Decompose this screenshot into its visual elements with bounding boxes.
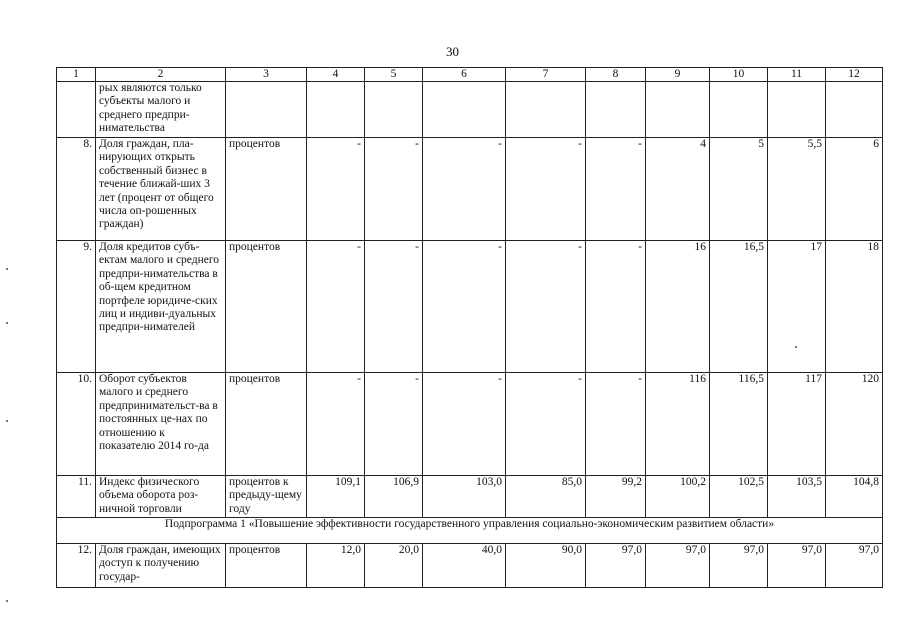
scan-speck [6,268,8,270]
value-cell: 5,5 [768,138,826,241]
row-number: 8. [57,138,96,241]
header-col-12: 12 [826,68,883,82]
row-number: 10. [57,373,96,476]
value-cell: 90,0 [506,544,586,588]
value-cell: - [423,138,506,241]
value-cell: 17 [768,241,826,373]
value-cell: - [586,241,646,373]
value-cell: 97,0 [826,544,883,588]
table-row [57,544,883,588]
row-number [57,82,96,138]
table-row [57,373,883,476]
value-cell: 100,2 [646,476,710,518]
header-col-8: 8 [586,68,646,82]
value-cell: 120 [826,373,883,476]
value-cell: 5 [710,138,768,241]
value-cell: - [586,373,646,476]
value-cell: 97,0 [646,544,710,588]
header-col-1: 1 [57,68,96,82]
value-cell [826,82,883,138]
value-cell [586,82,646,138]
header-col-5: 5 [365,68,423,82]
value-cell: 16 [646,241,710,373]
subprogram-row [57,518,883,544]
value-cell: 6 [826,138,883,241]
table-row [57,82,883,138]
scan-speck [6,322,8,324]
indicator-name: Доля граждан, имеющих доступ к получению государ- [96,544,226,588]
value-cell: 102,5 [710,476,768,518]
value-cell: 116 [646,373,710,476]
value-cell: 104,8 [826,476,883,518]
unit-cell: процентов [226,544,307,588]
value-cell: - [365,241,423,373]
table-row [57,138,883,241]
value-cell: 99,2 [586,476,646,518]
value-cell: 116,5 [710,373,768,476]
value-cell: 103,5 [768,476,826,518]
header-col-4: 4 [307,68,365,82]
header-col-3: 3 [226,68,307,82]
indicator-name: Доля граждан, пла-нирующих открыть собственный бизнес в течение ближай-ших 3 лет (процент от общего числа оп-рошенных граждан) [96,138,226,241]
indicators-table [56,67,883,588]
value-cell: - [307,241,365,373]
value-cell: 117 [768,373,826,476]
value-cell [365,82,423,138]
row-number: 12. [57,544,96,588]
value-cell: - [365,373,423,476]
indicator-name: Доля кредитов субъ-ектам малого и среднего предпри-нимательства в об-щем кредитном портфеле юридиче-ских лиц и индиви-дуальных предпри-нимателей [96,241,226,373]
value-cell [423,82,506,138]
unit-cell: процентов [226,373,307,476]
scan-speck [6,420,8,422]
scan-speck [795,346,797,348]
header-col-10: 10 [710,68,768,82]
value-cell: 16,5 [710,241,768,373]
row-number: 9. [57,241,96,373]
header-col-2: 2 [96,68,226,82]
row-number: 11. [57,476,96,518]
value-cell: - [307,138,365,241]
header-col-6: 6 [423,68,506,82]
unit-cell: процентов [226,138,307,241]
value-cell: 12,0 [307,544,365,588]
subprogram-title: Подпрограмма 1 «Повышение эффективности государственного управления социально-экономическим развитием области» [57,518,883,544]
value-cell: - [365,138,423,241]
value-cell: 103,0 [423,476,506,518]
header-col-7: 7 [506,68,586,82]
table-row [57,241,883,373]
value-cell: - [586,138,646,241]
indicator-name: Оборот субъектов малого и среднего предпринимательст-ва в постоянных це-нах по отношению к показателю 2014 го-да [96,373,226,476]
value-cell [646,82,710,138]
value-cell: 85,0 [506,476,586,518]
value-cell [768,82,826,138]
value-cell [506,82,586,138]
header-col-9: 9 [646,68,710,82]
value-cell: 97,0 [586,544,646,588]
value-cell: - [423,241,506,373]
value-cell [710,82,768,138]
table-row [57,476,883,518]
value-cell: 4 [646,138,710,241]
value-cell: - [423,373,506,476]
value-cell: 109,1 [307,476,365,518]
indicator-name: рых являются только субъекты малого и среднего предпри-нимательства [96,82,226,138]
value-cell: 97,0 [710,544,768,588]
unit-cell: процентов [226,241,307,373]
value-cell: - [506,138,586,241]
header-row [57,68,883,82]
unit-cell: процентов к предыду-щему году [226,476,307,518]
value-cell: 18 [826,241,883,373]
value-cell: - [506,373,586,476]
scan-speck [6,600,8,602]
unit-cell [226,82,307,138]
value-cell: 40,0 [423,544,506,588]
value-cell: 20,0 [365,544,423,588]
value-cell [307,82,365,138]
header-col-11: 11 [768,68,826,82]
value-cell: 106,9 [365,476,423,518]
value-cell: - [307,373,365,476]
value-cell: 97,0 [768,544,826,588]
value-cell: - [506,241,586,373]
page-number: 30 [446,44,459,59]
indicator-name: Индекс физического объема оборота роз-ничной торговли [96,476,226,518]
